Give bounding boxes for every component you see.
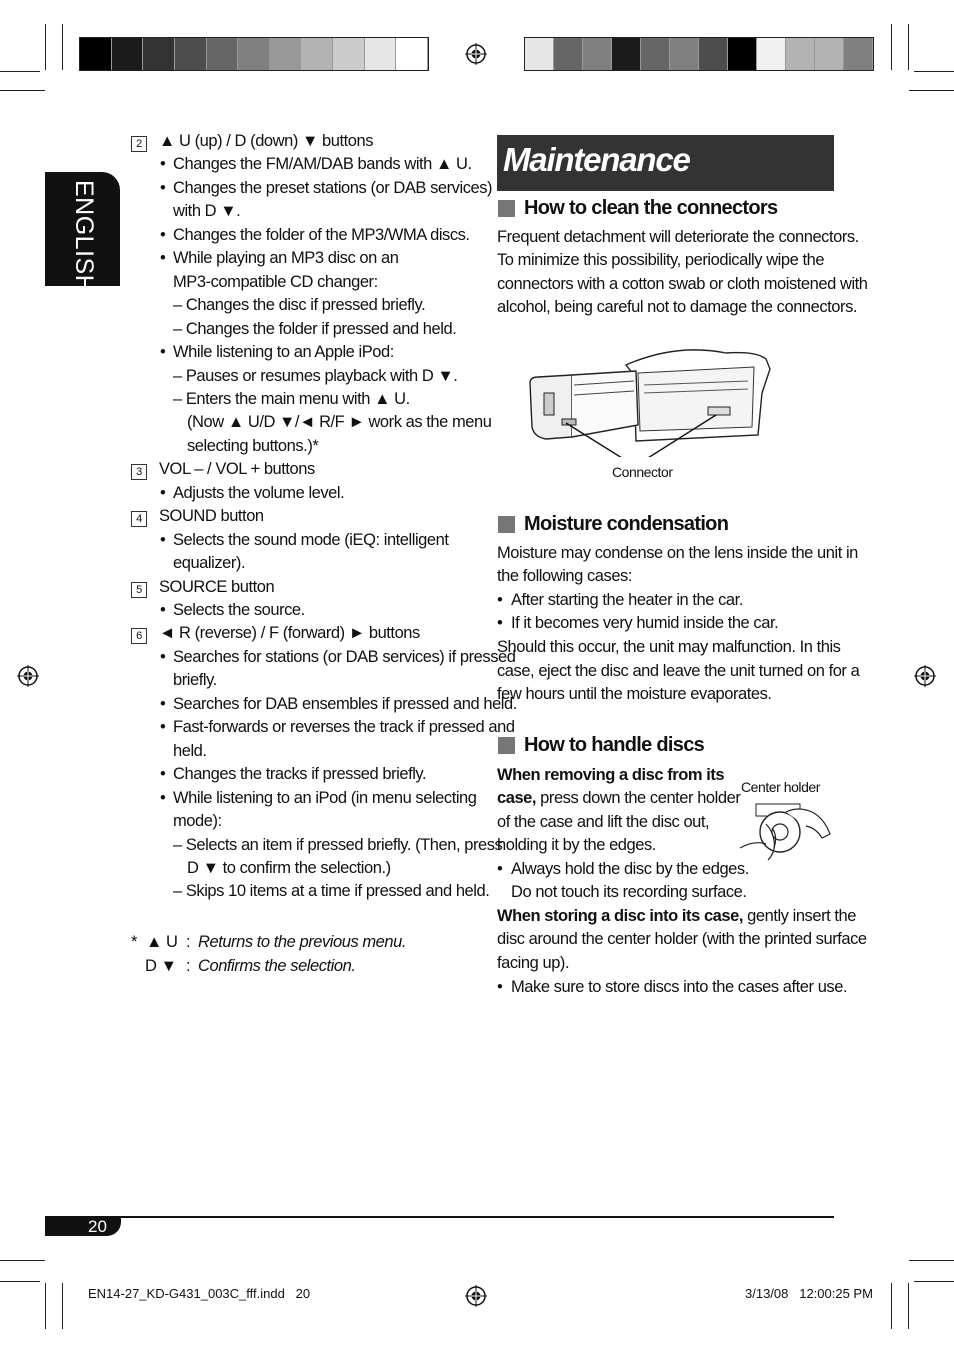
- color-swatch: [815, 38, 844, 70]
- color-swatch: [175, 38, 207, 70]
- color-swatch: [270, 38, 302, 70]
- page-title: Maintenance: [503, 141, 690, 178]
- crop-mark: [62, 1283, 63, 1329]
- crop-mark: [908, 24, 909, 70]
- section-heading-moisture: Moisture condensation: [524, 513, 729, 535]
- paragraph-line: case, eject the disc and leave the unit turned on for a: [497, 661, 860, 680]
- section-marker: [498, 737, 515, 754]
- item-number-box: [131, 134, 159, 153]
- color-swatch: [670, 38, 699, 70]
- item-number-box: [131, 509, 159, 528]
- disc-store-bold: When storing a disc into its case,: [497, 907, 744, 925]
- color-swatch: [612, 38, 641, 70]
- crop-mark: [909, 1260, 954, 1261]
- crop-mark: [914, 1281, 954, 1282]
- title-bar: [497, 135, 834, 191]
- footnote-colon: :: [186, 933, 191, 951]
- color-swatch: [238, 38, 270, 70]
- bullet-text: Changes the FM/AM/DAB bands with ▲ U.: [173, 155, 472, 174]
- bullet-text: Selects the sound mode (iEQ: intelligent: [173, 530, 449, 549]
- color-swatch: [786, 38, 815, 70]
- bullet-text: While listening to an Apple iPod:: [173, 343, 394, 362]
- disc-store-line: disc around the center holder (with the printed surface: [497, 930, 867, 948]
- bullet-text-cont: equalizer).: [173, 554, 246, 573]
- bullet-text: Selects the source.: [173, 601, 305, 619]
- dash-text: – Changes the folder if pressed and held.: [173, 319, 457, 338]
- disc-bullet-1b: Do not touch its recording surface.: [511, 883, 747, 901]
- bullet-text: If it becomes very humid inside the car.: [511, 614, 779, 633]
- bullet-dot: •: [160, 343, 166, 362]
- footnote-down-label: D ▼: [145, 957, 177, 975]
- color-swatch: [396, 38, 428, 70]
- crop-mark: [914, 71, 954, 72]
- item-heading: SOUND button: [159, 507, 264, 526]
- item-number: 3: [131, 464, 147, 480]
- item-heading: SOURCE button: [159, 577, 275, 596]
- crop-mark: [0, 1260, 45, 1261]
- bullet-dot: •: [160, 694, 166, 713]
- paragraph-line: To minimize this possibility, periodically wipe the: [497, 251, 825, 270]
- paragraph-line: connectors with a cotton swab or cloth moistened with: [497, 274, 868, 293]
- dash-text: – Changes the disc if pressed briefly.: [173, 296, 426, 315]
- disc-bullet-1a: Always hold the disc by the edges.: [511, 860, 749, 878]
- crop-mark: [45, 24, 46, 70]
- item-number: 5: [131, 582, 147, 598]
- footnote-colon: :: [186, 957, 191, 975]
- color-swatch: [207, 38, 239, 70]
- crop-mark: [0, 71, 40, 72]
- section-marker: [498, 200, 515, 217]
- disc-remove-bold-2: case,: [497, 789, 537, 807]
- bullet-text: Fast-forwards or reverses the track if pressed and: [173, 718, 515, 737]
- connector-illustration: [526, 345, 772, 457]
- section-heading-discs: How to handle discs: [524, 734, 705, 756]
- paragraph-line: few hours until the moisture evaporates.: [497, 685, 772, 704]
- footnote-down-text: Confirms the selection.: [198, 957, 356, 975]
- color-swatch: [333, 38, 365, 70]
- footnote-up-text: Returns to the previous menu.: [198, 933, 406, 951]
- disc-store-rest: gently insert the: [743, 907, 856, 925]
- dash-text: – Selects an item if pressed briefly. (Then, press: [173, 835, 503, 854]
- paragraph-line: Frequent detachment will deteriorate the connectors.: [497, 228, 859, 246]
- paragraph-line: the following cases:: [497, 567, 632, 586]
- color-swatch: [583, 38, 612, 70]
- footer-file: EN14-27_KD-G431_003C_fff.indd 20: [88, 1286, 311, 1301]
- bullet-text-cont: MP3-compatible CD changer:: [173, 272, 378, 291]
- color-swatch: [699, 38, 728, 70]
- bullet-text-cont: briefly.: [173, 671, 217, 690]
- color-swatch: [757, 38, 786, 70]
- crop-mark: [891, 1283, 892, 1329]
- bullet-dot: •: [497, 614, 503, 633]
- bullet-text: Changes the tracks if pressed briefly.: [173, 765, 427, 784]
- item-number: 2: [131, 136, 147, 152]
- figure-label-connector: Connector: [612, 464, 673, 480]
- dash-text: – Enters the main menu with ▲ U.: [173, 389, 410, 408]
- crop-mark: [0, 90, 45, 91]
- bullet-dot: •: [497, 978, 503, 996]
- crop-mark: [891, 24, 892, 70]
- color-swatch: [112, 38, 144, 70]
- paragraph-line: alcohol, being careful not to damage the connectors.: [497, 298, 858, 317]
- bullet-text: Searches for stations (or DAB services) if pressed: [173, 647, 516, 666]
- color-bar-left: [79, 37, 429, 71]
- registration-mark-icon: [17, 665, 39, 687]
- color-swatch: [641, 38, 670, 70]
- bullet-dot: •: [160, 647, 166, 666]
- disc-store-line-1: [497, 907, 856, 926]
- bullet-text-cont: mode):: [173, 812, 222, 831]
- footnote-up-label: ▲ U: [146, 933, 178, 951]
- item-heading: ◄ R (reverse) / F (forward) ► buttons: [159, 624, 420, 643]
- bottom-rule: [45, 1216, 834, 1218]
- bullet-text: Changes the preset stations (or DAB services): [173, 178, 493, 197]
- dash-text: – Pauses or resumes playback with D ▼.: [173, 366, 458, 385]
- language-tab-label: ENGLISH: [70, 180, 98, 294]
- figure-label-center-holder: Center holder: [741, 779, 820, 795]
- bullet-dot: •: [497, 591, 503, 609]
- page-number-tab: [45, 1217, 121, 1236]
- registration-mark-icon: [465, 1285, 487, 1307]
- color-swatch: [728, 38, 757, 70]
- crop-mark: [909, 90, 954, 91]
- bullet-text: While playing an MP3 disc on an: [173, 249, 399, 268]
- bullet-text: Adjusts the volume level.: [173, 483, 345, 502]
- item-number-box: [131, 462, 159, 481]
- bullet-dot: •: [160, 178, 166, 197]
- dash-text-cont: selecting buttons.)*: [187, 436, 319, 455]
- bullet-dot: •: [160, 601, 166, 619]
- bullet-dot: •: [160, 249, 166, 268]
- bullet-dot: •: [160, 788, 166, 807]
- dash-text-cont: (Now ▲ U/D ▼/◄ R/F ► work as the menu: [187, 413, 492, 432]
- footer-date: 3/13/08 12:00:25 PM: [745, 1286, 873, 1301]
- item-number-box: [131, 580, 159, 599]
- bullet-text: While listening to an iPod (in menu selecting: [173, 788, 477, 807]
- item-heading: VOL – / VOL + buttons: [159, 460, 315, 479]
- bullet-dot: •: [160, 765, 166, 784]
- bullet-text-cont: held.: [173, 741, 207, 760]
- bullet-text: Searches for DAB ensembles if pressed and held.: [173, 694, 517, 713]
- item-number: 4: [131, 511, 147, 527]
- footnote-star: *: [131, 933, 137, 951]
- disc-remove-line: holding it by the edges.: [497, 836, 656, 854]
- disc-remove-line: of the case and lift the disc out,: [497, 813, 710, 831]
- dash-text: – Skips 10 items at a time if pressed and held.: [173, 882, 490, 901]
- color-swatch: [301, 38, 333, 70]
- crop-mark: [62, 24, 63, 70]
- section-heading-clean: How to clean the connectors: [524, 197, 778, 219]
- disc-bullet-2: Make sure to store discs into the cases after use.: [511, 978, 848, 996]
- paragraph-line: Moisture may condense on the lens inside the unit in: [497, 544, 858, 562]
- bullet-dot: •: [160, 225, 166, 244]
- color-bar-right: [524, 37, 874, 71]
- disc-handling-illustration: [736, 800, 834, 866]
- color-swatch: [143, 38, 175, 70]
- item-number: 6: [131, 628, 147, 644]
- disc-remove-rest-2: press down the center holder: [536, 789, 741, 807]
- bullet-dot: •: [160, 718, 166, 737]
- disc-remove-line-2: [497, 789, 740, 808]
- bullet-dot: •: [160, 483, 166, 502]
- crop-mark: [908, 1283, 909, 1329]
- color-swatch: [80, 38, 112, 70]
- bullet-dot: •: [160, 530, 166, 549]
- disc-store-line: facing up).: [497, 954, 570, 972]
- color-swatch: [844, 38, 873, 70]
- crop-mark: [0, 1281, 40, 1282]
- bullet-text: After starting the heater in the car.: [511, 591, 743, 609]
- bullet-dot: •: [497, 860, 503, 878]
- item-heading: ▲ U (up) / D (down) ▼ buttons: [159, 132, 374, 150]
- crop-mark: [45, 1283, 46, 1329]
- bullet-text-cont: with D ▼.: [173, 202, 241, 221]
- item-number-box: [131, 626, 159, 645]
- paragraph-line: Should this occur, the unit may malfunction. In this: [497, 638, 841, 656]
- registration-mark-icon: [914, 665, 936, 687]
- page-number: 20: [88, 1217, 107, 1236]
- registration-mark-icon: [465, 43, 487, 65]
- dash-text-cont: D ▼ to confirm the selection.): [187, 858, 391, 877]
- bullet-dot: •: [160, 155, 166, 174]
- bullet-text: Changes the folder of the MP3/WMA discs.: [173, 225, 470, 244]
- color-swatch: [525, 38, 554, 70]
- section-marker: [498, 516, 515, 533]
- disc-remove-bold-1: When removing a disc from its: [497, 766, 725, 784]
- color-swatch: [554, 38, 583, 70]
- color-swatch: [365, 38, 397, 70]
